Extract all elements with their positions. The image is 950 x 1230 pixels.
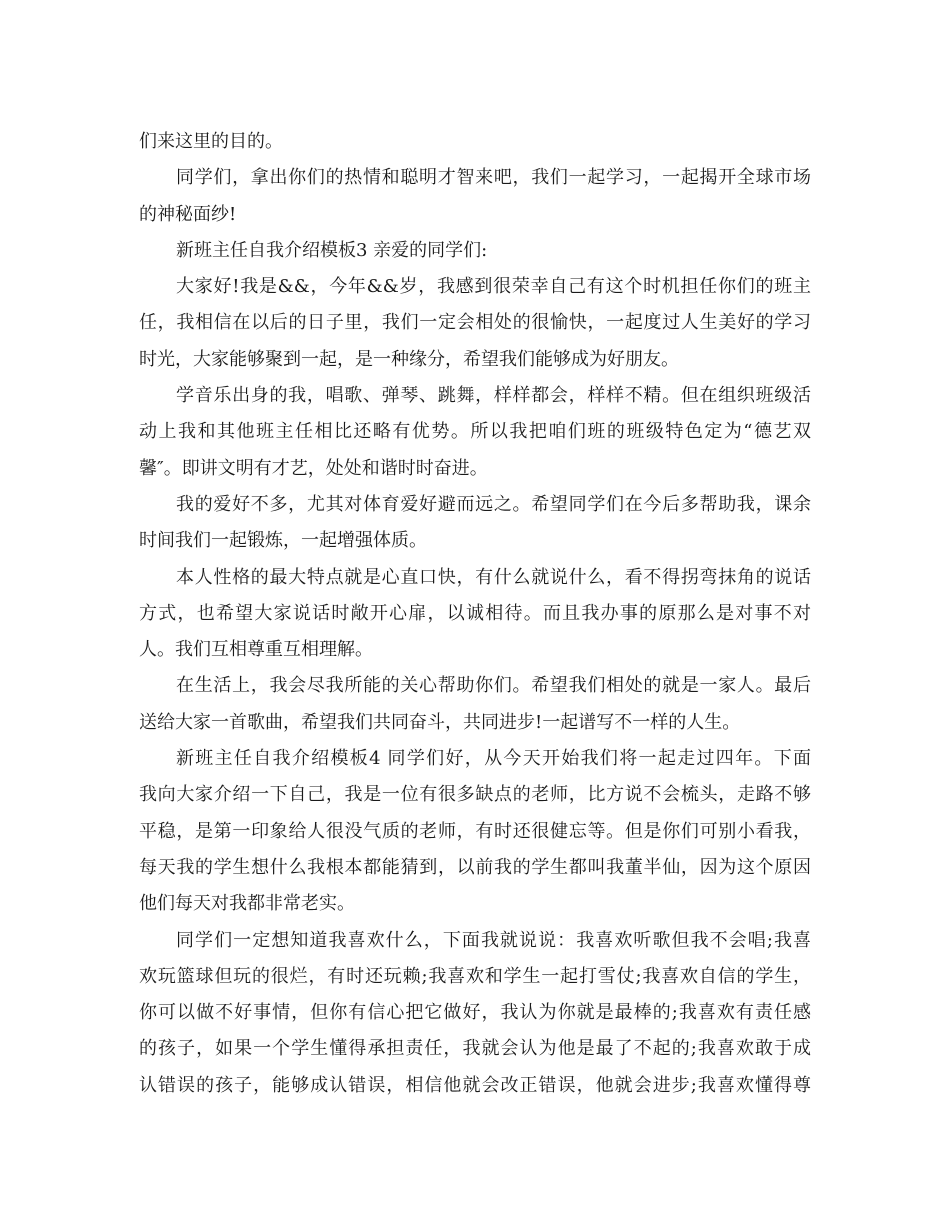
text-line: 人。我们互相尊重互相理解。 (139, 639, 373, 661)
text-line: 大家好!我是&&，今年&&岁，我感到很荣幸自己有这个时机担任你们的班主 (176, 276, 811, 298)
text-line: 我的爱好不多，尤其对体育爱好避而远之。希望同学们在今后多帮助我，课余 (176, 493, 811, 515)
text-line: 本人性格的最大特点就是心直口快，有什么就说什么，看不得拐弯抹角的说话 (176, 566, 811, 588)
text-line: 同学们一定想知道我喜欢什么，下面我就说说：我喜欢听歌但我不会唱;我喜 (176, 929, 811, 951)
text-line: 馨″。即讲文明有才艺，处处和谐时时奋进。 (139, 457, 488, 479)
text-line: 每天我的学生想什么我根本都能猜到，以前我的学生都叫我董半仙，因为这个原因 (139, 856, 811, 878)
text-line: 认错误的孩子，能够成认错误，相信他就会改正错误，他就会进步;我喜欢懂得尊 (139, 1074, 811, 1096)
text-line: 同学们，拿出你们的热情和聪明才智来吧，我们一起学习，一起揭开全球市场 (176, 167, 811, 189)
text-line: 的孩子，如果一个学生懂得承担责任，我就会认为他是最了不起的;我喜欢敢于成 (139, 1038, 811, 1060)
text-line: 学音乐出身的我，唱歌、弹琴、跳舞，样样都会，样样不精。但在组织班级活 (176, 385, 811, 407)
text-line: 们来这里的目的。 (139, 131, 283, 152)
text-line: 你可以做不好事情，但你有信心把它做好，我认为你就是最棒的;我喜欢有责任感 (139, 1002, 811, 1024)
text-line: 他们每天对我都非常老实。 (139, 893, 355, 915)
text-line: 任，我相信在以后的日子里，我们一定会相处的很愉快，一起度过人生美好的学习 (139, 312, 811, 334)
text-line: 我向大家介绍一下自己，我是一位有很多缺点的老师，比方说不会梳头，走路不够 (139, 784, 811, 806)
text-line: 新班主任自我介绍模板4 同学们好，从今天开始我们将一起走过四年。下面 (176, 748, 811, 770)
text-line: 欢玩篮球但玩的很烂，有时还玩赖;我喜欢和学生一起打雪仗;我喜欢自信的学生， (139, 965, 811, 987)
text-line: 时间我们一起锻炼，一起增强体质。 (139, 530, 427, 552)
text-line: 方式，也希望大家说话时敞开心扉，以诚相待。而且我办事的原那么是对事不对 (139, 602, 811, 624)
text-line: 动上我和其他班主任相比还略有优势。所以我把咱们班的班级特色定为“德艺双 (139, 421, 811, 443)
text-line: 新班主任自我介绍模板3 亲爱的同学们: (176, 239, 488, 261)
text-line: 时光，大家能够聚到一起，是一种缘分，希望我们能够成为好朋友。 (139, 348, 679, 370)
text-line: 的神秘面纱! (139, 203, 237, 225)
text-line: 送给大家一首歌曲，希望我们共同奋斗，共同进步!一起谱写不一样的人生。 (139, 711, 741, 733)
document-body (139, 124, 811, 1104)
text-line: 平稳，是第一印象给人很没气质的老师，有时还很健忘等。但是你们可别小看我， (139, 820, 811, 842)
text-line: 在生活上，我会尽我所能的关心帮助你们。希望我们相处的就是一家人。最后 (176, 675, 811, 697)
